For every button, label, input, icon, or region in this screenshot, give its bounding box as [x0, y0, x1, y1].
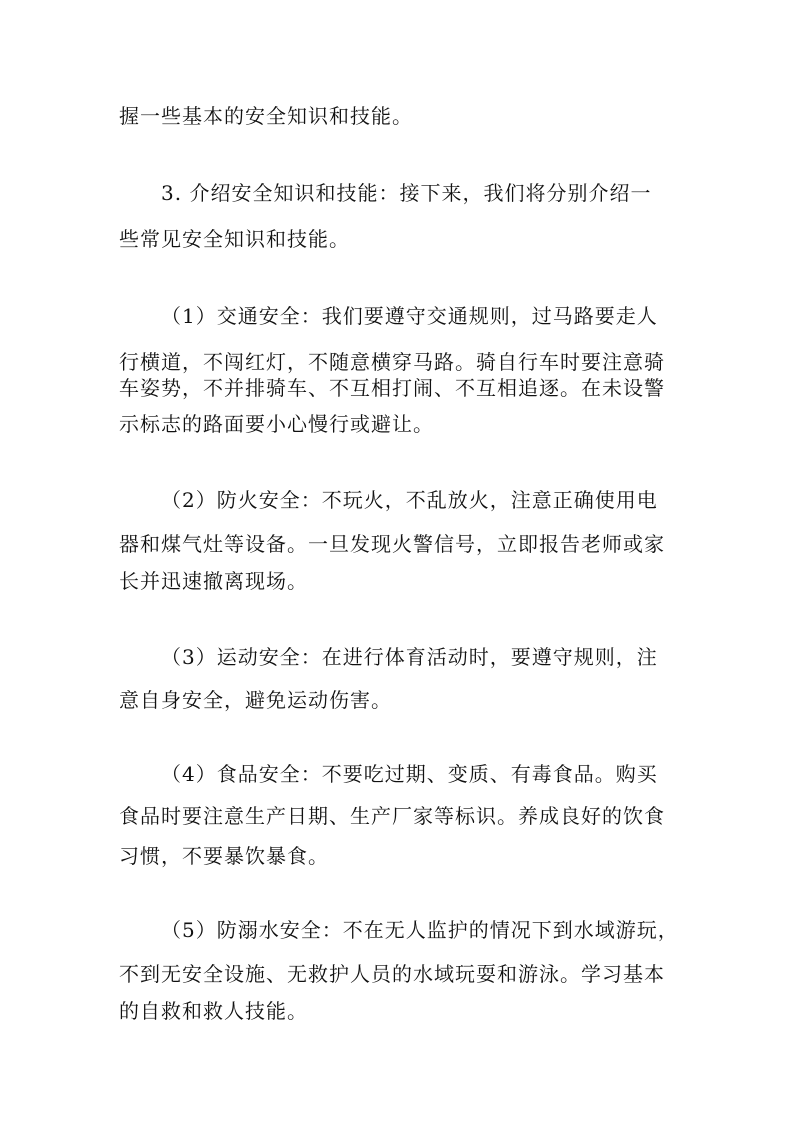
- paragraph-line: 3. 介绍安全知识和技能：接下来，我们将分别介绍一: [161, 181, 652, 205]
- paragraph-line: 行横道，不闯红灯，不随意横穿马路。骑自行车时要注意骑: [119, 350, 665, 374]
- paragraph-line: 器和煤气灶等设备。一旦发现火警信号，立即报告老师或家: [119, 532, 665, 556]
- paragraph-line: 示标志的路面要小心慢行或避让。: [119, 412, 434, 436]
- paragraph-line: （4）食品安全：不要吃过期、变质、有毒食品。购买: [161, 762, 658, 786]
- paragraph-line: 些常见安全知识和技能。: [119, 227, 350, 251]
- paragraph-line: 不到无安全设施、无救护人员的水域玩耍和游泳。学习基本: [119, 962, 665, 986]
- paragraph-line: 食品时要注意生产日期、生产厂家等标识。养成良好的饮食: [119, 804, 665, 828]
- paragraph-line: （5）防溺水安全：不在无人监护的情况下到水域游玩，: [161, 918, 679, 942]
- paragraph-line: （3）运动安全：在进行体育活动时，要遵守规则，注: [161, 645, 658, 669]
- paragraph-line: （1）交通安全：我们要遵守交通规则，过马路要走人: [161, 304, 658, 328]
- paragraph-line: 的自救和救人技能。: [119, 999, 308, 1023]
- paragraph-line: （2）防火安全：不玩火，不乱放火，注意正确使用电: [161, 488, 658, 512]
- paragraph-line: 长并迅速撤离现场。: [119, 569, 308, 593]
- paragraph-line: 意自身安全，避免运动伤害。: [119, 688, 392, 712]
- paragraph-line: 握一些基本的安全知识和技能。: [119, 104, 413, 128]
- paragraph-line: 车姿势，不并排骑车、不互相打闹、不互相追逐。在未设警: [119, 376, 665, 400]
- paragraph-line: 习惯，不要暴饮暴食。: [119, 844, 329, 868]
